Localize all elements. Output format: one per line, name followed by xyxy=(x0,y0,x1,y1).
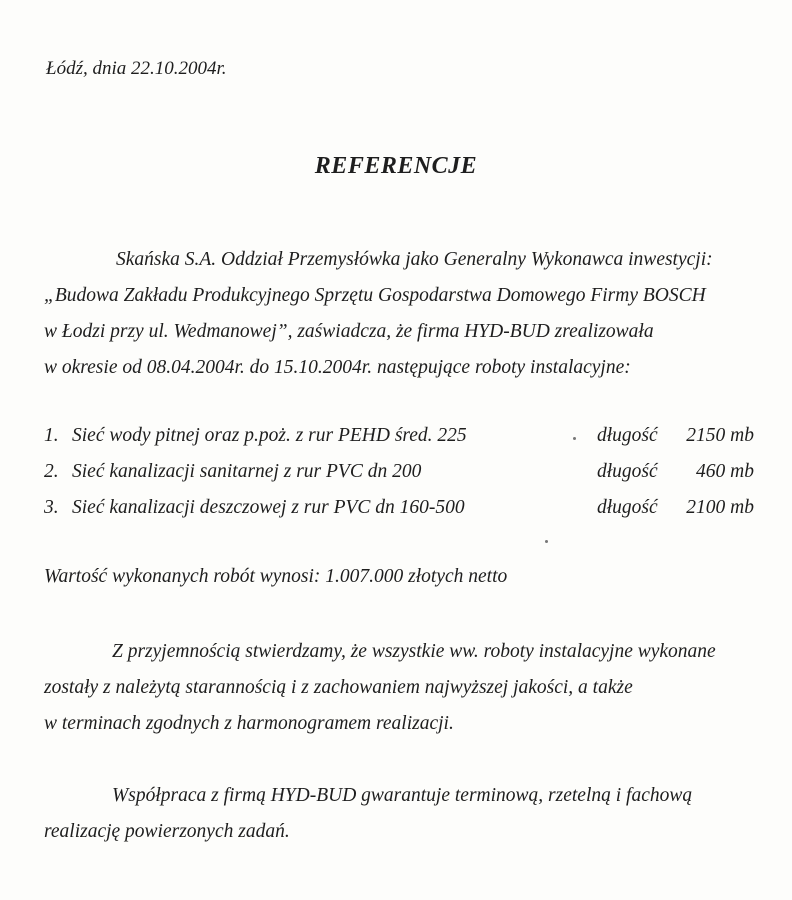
item-number: 2. xyxy=(44,461,59,482)
item-length-value: 2150 mb xyxy=(686,425,754,446)
works-list-item xyxy=(44,494,756,530)
paragraph-line: Współpraca z firmą HYD-BUD gwarantuje terminową, rzetelną i fachową xyxy=(112,785,693,806)
intro-line: „Budowa Zakładu Produkcyjnego Sprzętu Gospodarstwa Domowego Firmy BOSCH xyxy=(44,285,706,306)
item-number: 3. xyxy=(44,497,59,518)
item-number: 1. xyxy=(44,425,59,446)
item-description: Sieć wody pitnej oraz p.poż. z rur PEHD śred. 225 xyxy=(72,425,467,446)
paragraph-line: Z przyjemnością stwierdzamy, że wszystkie ww. roboty instalacyjne wykonane xyxy=(112,641,716,662)
intro-line: Skańska S.A. Oddział Przemysłówka jako Generalny Wykonawca inwestycji: xyxy=(116,249,713,270)
scan-speck xyxy=(545,540,548,543)
item-length-label: długość xyxy=(597,425,658,446)
works-value: Wartość wykonanych robót wynosi: 1.007.000 złotych netto xyxy=(44,566,508,587)
item-length-value: 460 mb xyxy=(696,461,754,482)
works-list xyxy=(44,422,756,530)
paragraph-line: zostały z należytą starannością i z zachowaniem najwyższej jakości, a także xyxy=(44,677,633,698)
intro-line: w okresie od 08.04.2004r. do 15.10.2004r. następujące roboty instalacyjne: xyxy=(44,357,631,378)
letter-date: Łódź, dnia 22.10.2004r. xyxy=(46,58,227,79)
item-length-label: długość xyxy=(597,497,658,518)
works-list-item xyxy=(44,458,756,494)
paragraph-line: realizację powierzonych zadań. xyxy=(44,821,290,842)
paragraph-line: w terminach zgodnych z harmonogramem realizacji. xyxy=(44,713,454,734)
item-description: Sieć kanalizacji sanitarnej z rur PVC dn 200 xyxy=(72,461,422,482)
intro-line: w Łodzi przy ul. Wedmanowej”, zaświadcza, że firma HYD-BUD zrealizowała xyxy=(44,321,654,342)
quality-paragraph xyxy=(44,634,764,742)
intro-paragraph xyxy=(44,242,764,386)
item-length-value: 2100 mb xyxy=(686,497,754,518)
item-length-label: długość xyxy=(597,461,658,482)
letter-title: REFERENCJE xyxy=(314,153,478,179)
works-list-item xyxy=(44,422,756,458)
cooperation-paragraph xyxy=(44,778,764,850)
scan-speck xyxy=(573,437,576,440)
item-description: Sieć kanalizacji deszczowej z rur PVC dn 160-500 xyxy=(72,497,465,518)
